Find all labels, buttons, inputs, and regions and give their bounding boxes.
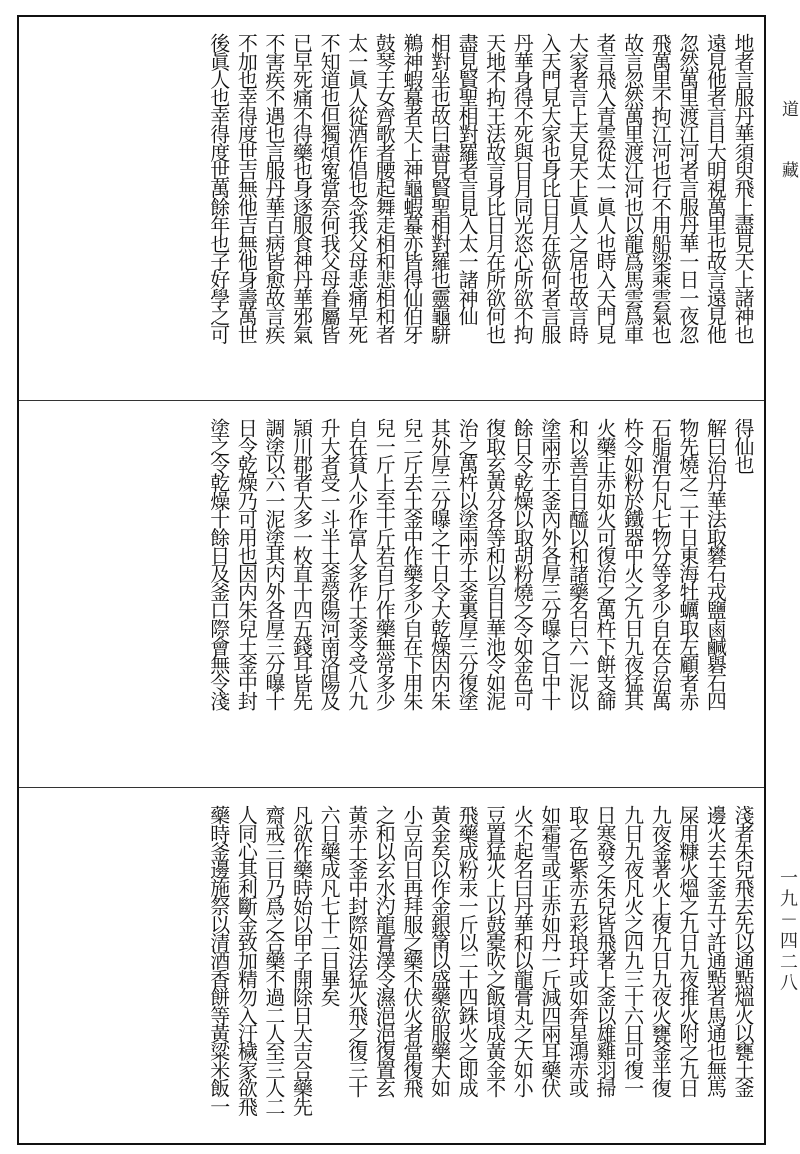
text-column: 遠見他者言目大明視萬里也故言遠見他 xyxy=(703,33,728,343)
text-column: 邊火去土釜五寸許通㸃者馬通也無馬 xyxy=(703,805,728,1097)
text-column: 入天門見大家也身比日月在欲何者言服 xyxy=(537,33,562,343)
text-column: 忽然萬里渡江河者言服丹華一日一夜忽 xyxy=(675,33,700,343)
column-group-bottom xyxy=(204,805,756,1131)
text-column: 者言飛入青雲從太一眞人也時入天門見 xyxy=(593,33,618,343)
text-column: 石脂滑石凡七物分等多少自在合治萬 xyxy=(648,418,673,710)
column-group-top xyxy=(204,33,756,387)
text-column: 日寒發之朱兒皆飛著上釜以雄雞羽掃 xyxy=(593,805,618,1097)
text-column: 其外厚三分曝之十日令大乾燥因内朱 xyxy=(427,418,452,710)
text-column: 人同心其利斷金致加精勿入汙穢家欲飛 xyxy=(234,805,259,1115)
text-column: 治之萬杵以塗兩赤土釜裏厚三分復塗 xyxy=(455,418,480,710)
text-column: 日令乾燥乃可用也因内朱兒土釜中封 xyxy=(234,418,259,710)
text-column: 餘日令乾燥以取胡粉燒之令如金色可 xyxy=(510,418,535,710)
text-column: 天地不拘王法故言身比日月在所欲何也 xyxy=(482,33,507,343)
text-column: 自在貧人少作富人多作土釜令受八九 xyxy=(344,418,369,710)
text-column: 已早死痛不得藥也身逐服食神丹華邪氣 xyxy=(289,33,314,343)
text-column: 藥時釜邊施祭以清酒香餅等黃粱米飯一 xyxy=(206,805,231,1115)
text-column: 豆置猛火上以鼓橐吹之飯頃成黃金不 xyxy=(482,805,507,1097)
text-column: 大家者言上天見天上眞人之居也故言時 xyxy=(565,33,590,343)
page-frame xyxy=(17,15,766,1145)
text-column: 火不起名曰丹華和以龍膏丸之大如小 xyxy=(510,805,535,1097)
text-column: 解曰治丹華法取礬石戎鹽鹵鹹礜石四 xyxy=(703,418,728,710)
text-column: 得仙也 xyxy=(731,418,755,473)
text-column: 如霜雪或正赤如丹一斤減四兩耳藥伏 xyxy=(537,805,562,1097)
text-column: 齋戒三日乃爲之合藥不過二人至三人二 xyxy=(261,805,286,1115)
text-column: 飛藥成粉汞一斤以二十四銖火之即成 xyxy=(455,805,480,1097)
text-column: 物先燒之二十日東海牡蠣取左顧者赤 xyxy=(675,418,700,710)
text-column: 火藥正赤如火可復治之萬杵下餠支篩 xyxy=(593,418,618,710)
column-group-middle xyxy=(204,418,756,774)
text-column: 九夜釜著火上復九日九夜火甕釜半復 xyxy=(648,805,673,1097)
text-column: 不害疾不遇也言服丹華百病皆愈故言疾 xyxy=(261,33,286,343)
text-column: 塗兩赤土釜內外各厚三分曝之日中十 xyxy=(537,418,562,710)
text-column: 黃赤土釜中封際如法猛火飛之復三十 xyxy=(344,805,369,1097)
margin-book-title: 道藏 xyxy=(778,100,798,222)
text-column: 復取玄黃分各等和以百日華池令如泥 xyxy=(482,418,507,710)
text-column: 小豆向日再拜服之藥不伏火者當復飛 xyxy=(399,805,424,1097)
text-column: 不加也幸得度世吉無他吉無他身壽萬世 xyxy=(234,33,259,343)
text-band-middle xyxy=(19,402,764,786)
text-column: 和以善百日醯以和諸藥名曰六一泥以 xyxy=(565,418,590,710)
text-column: 相對坐也故曰盡見賢聖相對羅也靈龜駢 xyxy=(427,33,452,343)
text-column: 杵令如粉於鐵器中火之九日九夜猛其 xyxy=(620,418,645,710)
text-column: 丹華身得不死與日月同光恣心所欲不拘 xyxy=(510,33,535,343)
text-column: 兒二斤去土釜中作藥多少自在下用朱 xyxy=(399,418,424,710)
text-column: 鼓琴王女齊歌者腰起舞走相和悲相和者 xyxy=(372,33,397,343)
text-column: 之和以玄水汋龍膏澤令濕浥浥復置玄 xyxy=(372,805,397,1097)
text-column: 塗之令乾燥十餘日及釜口際會無令淺 xyxy=(206,418,231,710)
text-column: 不知道也但獨煩寃當奈何我父母眷屬皆 xyxy=(317,33,342,343)
text-column: 九日九夜凡火之四九三十六日可復一 xyxy=(620,805,645,1097)
text-column: 升大者受一斗半土釜滎陽河南洛陽及 xyxy=(317,418,342,710)
text-column: 淺者朱兒飛去先以通㸃熅火以甕土釜 xyxy=(731,805,755,1097)
text-column: 取之色紫赤五彩琅玕或如奔星鴻赤或 xyxy=(565,805,590,1097)
text-column: 凡欲作藥時始以甲子開除日大吉合藥先 xyxy=(289,805,314,1115)
text-band-top xyxy=(19,17,764,399)
text-column: 屎用糠火熅之九日九夜推火附之九日 xyxy=(675,805,700,1097)
text-column: 太一眞人從酒作倡也念我父母悲痛早死 xyxy=(344,33,369,343)
text-column: 鵜神蝦蟇者天上神龜蝦蟇亦皆得仙伯牙 xyxy=(399,33,424,343)
text-column: 調塗以六一泥塗其内外各厚三分曝十 xyxy=(261,418,286,710)
text-column: 兒一斤上至十斤若百斤作藥無常多少 xyxy=(372,418,397,710)
text-column: 六日藥成凡七十二日畢矣 xyxy=(317,805,342,1006)
text-band-bottom xyxy=(19,789,764,1143)
text-column: 頴川郡者大多一枚直十四五錢耳皆先 xyxy=(289,418,314,710)
band-divider-top xyxy=(19,400,764,401)
band-divider-bottom xyxy=(19,787,764,788)
text-column: 盡見賢聖相對羅者言見入太一諸神仙 xyxy=(455,33,480,325)
text-column: 後眞人也幸得度世萬餘年也子好學之可 xyxy=(206,33,231,343)
text-column: 地者言服丹華須臾飛上盡見天上諸神也 xyxy=(731,33,755,343)
text-column: 故言忽然萬里渡江河也以龍爲馬雲爲車 xyxy=(620,33,645,343)
margin-page-number: 一九－四二八 xyxy=(777,868,798,994)
text-column: 黃金矣以作金銀筩以盛藥欲服藥大如 xyxy=(427,805,452,1097)
text-column: 飛萬里不拘江河也行不用船梁乘雲氣也 xyxy=(648,33,673,343)
